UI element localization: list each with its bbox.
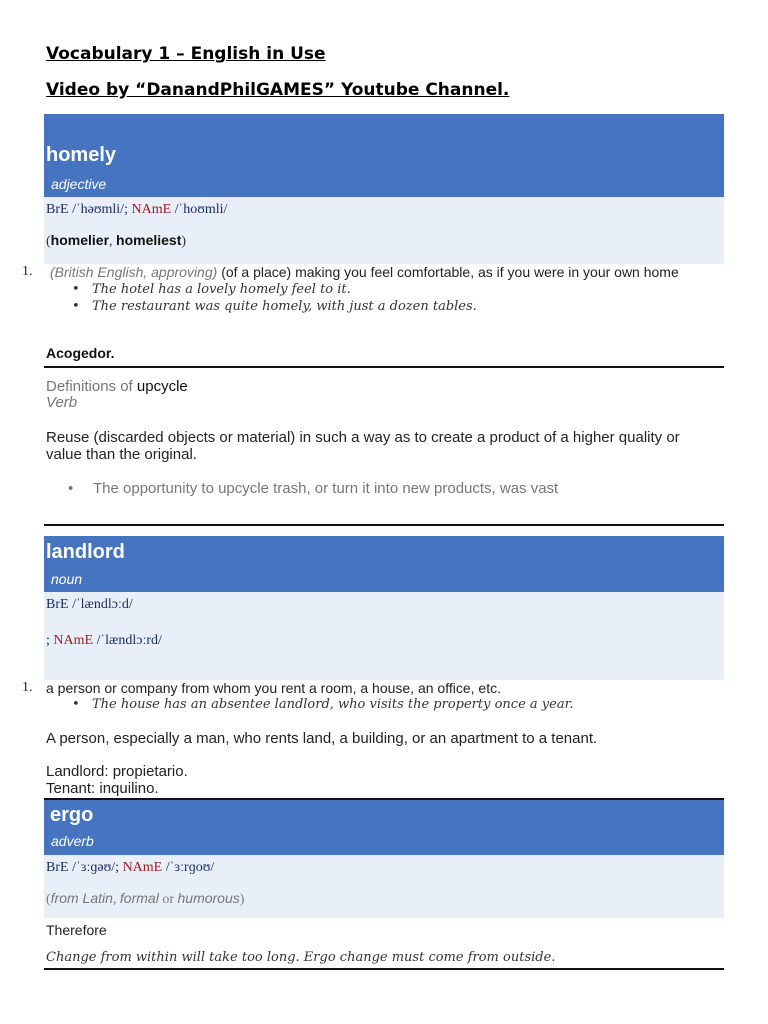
definition-text: (of a place) making you feel comfortable, as if you were in your own home [221,264,679,280]
translation: Acogedor. [46,345,115,361]
translation-tenant: Tenant: inquilino. [46,780,159,797]
pronunciation-panel-homely [44,197,724,264]
bre-label: BrE [46,860,69,875]
definitions-of-label: Definitions of [46,378,133,395]
separator: ; [115,860,120,875]
name-pron: /ˈɜːrɡoʊ/ [165,860,215,875]
example-text: The hotel has a lovely homely feel to it. [92,282,351,297]
definition-text-2: A person, especially a man, who rents land, a building, or an apartment to a tenant. [46,730,598,747]
part-of-speech: noun [51,571,83,587]
separator: ; [46,633,50,648]
bullet-icon: • [72,299,80,314]
bullet-icon: • [68,480,74,497]
definitions-heading [46,378,188,395]
pronunciation-name [46,633,162,649]
document-subtitle: Video by “DanandPhilGAMES” Youtube Channel. [46,80,510,100]
name-label: NAmE [53,633,94,648]
part-of-speech: Verb [46,394,78,411]
divider [44,968,724,970]
sense-number: 1. [22,680,33,695]
name-label: NAmE [122,860,163,875]
pronunciation [46,202,227,218]
pronunciation-panel-ergo [44,855,724,918]
example-sentence [72,299,477,314]
form-superlative: homeliest [116,232,182,248]
comma: , [112,892,117,907]
translation-landlord: Landlord: propietario. [46,763,188,780]
name-pron: /ˈlændlɔːrd/ [96,633,162,648]
origin-latin: from Latin [50,890,113,906]
meaning: Therefore [46,922,107,938]
entry-header-ergo [44,800,724,855]
origin-formal: formal [119,890,159,906]
part-of-speech: adverb [51,833,94,849]
document-title: Vocabulary 1 – English in Use [46,44,326,64]
divider [44,366,724,368]
definition-text: Reuse (discarded objects or material) in such a way as to create a product of a higher quality or value than the original. [46,429,680,463]
form-comparative: homelier [50,232,110,248]
or-text: or [162,892,174,907]
bullet-icon: • [72,282,80,297]
bre-label: BrE [46,202,69,217]
example-sentence [72,282,351,297]
register-label: (British English, approving) [50,264,218,280]
example-text: The opportunity to upcycle trash, or turn it into new products, was vast [93,480,559,497]
example-text: The house has an absentee landlord, who visits the property once a year. [92,697,574,712]
sense-definition [50,264,679,280]
paren-open: ( [46,892,51,907]
pronunciation-bre [46,597,133,613]
bre-label: BrE [46,597,69,612]
origin-humorous: humorous [177,890,240,906]
paren-close: ) [181,234,187,249]
origin-note [46,890,244,908]
example-sentence: Change from within will take too long. Ergo change must come from outside. [46,950,556,965]
pronunciation [46,860,214,876]
sense-number: 1. [22,264,33,279]
entry-header-homely [44,114,724,197]
name-label: NAmE [131,202,172,217]
example-text: The restaurant was quite homely, with just a dozen tables. [92,299,477,314]
bullet-icon: • [72,697,80,712]
definition-text: a person or company from whom you rent a room, a house, an office, etc. [46,680,501,696]
bre-pron: /ˈlændlɔːd/ [72,597,133,612]
bre-pron: /ˈɜːɡəʊ/ [72,860,116,875]
headword: upcycle [136,378,188,395]
example-sentence [68,480,558,497]
example-sentence [72,697,574,712]
pronunciation-panel-landlord [44,592,724,680]
entry-header-landlord [44,536,724,592]
headword: ergo [50,804,94,826]
comma: , [109,234,113,249]
headword: homely [46,144,117,166]
bre-pron: /ˈhəʊmli/ [72,202,125,217]
paren-open: ( [46,234,51,249]
part-of-speech: adjective [51,176,107,192]
divider [44,524,724,526]
separator: ; [124,202,128,217]
name-pron: /ˈhoʊmli/ [174,202,228,217]
headword: landlord [46,541,125,563]
paren-close: ) [239,892,245,907]
inflected-forms [46,232,186,250]
